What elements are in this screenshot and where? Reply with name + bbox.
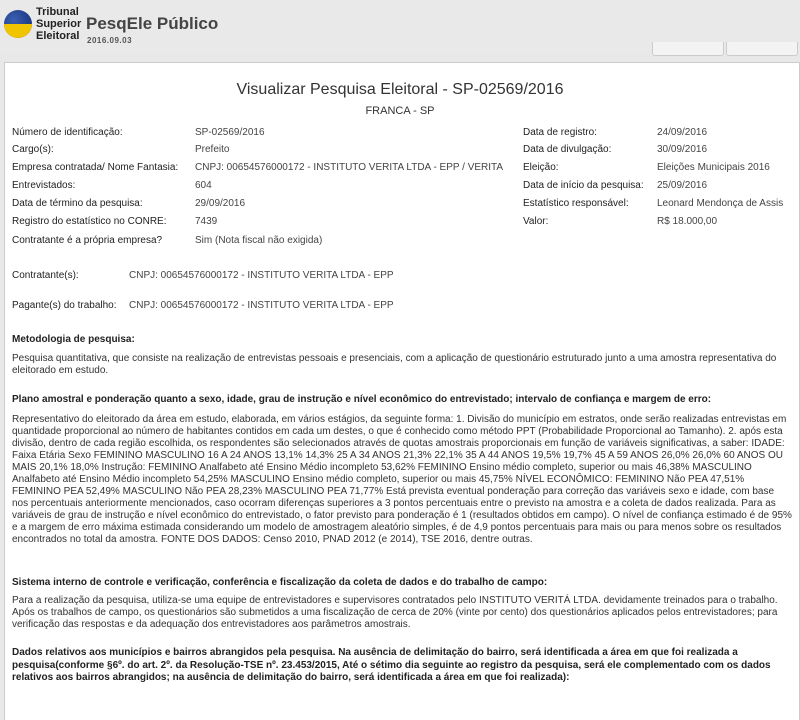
field-value-inicio: 25/09/2016 bbox=[657, 180, 708, 191]
logo-line: Superior bbox=[36, 18, 82, 30]
sistema-controle-title: Sistema interno de controle e verificação, conferência e fiscalização da coleta de dados e do trabalho de campo: bbox=[12, 577, 548, 588]
field-label-estatistico: Estatístico responsável: bbox=[523, 198, 629, 209]
contratante-label: Contratante(s): bbox=[12, 270, 79, 281]
field-label-eleicao: Eleição: bbox=[523, 162, 559, 173]
logo-line: Eleitoral bbox=[36, 30, 80, 42]
app-version-date: 2016.09.03 bbox=[87, 36, 133, 45]
field-label-termino: Data de término da pesquisa: bbox=[12, 198, 143, 209]
page-title: Visualizar Pesquisa Eleitoral - SP-02569/2016 bbox=[236, 81, 564, 98]
contratante-value: CNPJ: 00654576000172 - INSTITUTO VERITA LTDA - EPP bbox=[129, 270, 394, 281]
field-value-valor: R$ 18.000,00 bbox=[657, 216, 718, 227]
pagante-value: CNPJ: 00654576000172 - INSTITUTO VERITA LTDA - EPP bbox=[129, 300, 394, 311]
field-value-termino: 29/09/2016 bbox=[195, 198, 246, 209]
field-label-entrevistados: Entrevistados: bbox=[12, 180, 76, 191]
logo-text bbox=[36, 6, 81, 42]
field-label-cargos: Cargo(s): bbox=[12, 144, 54, 155]
field-value-entrevistados: 604 bbox=[195, 180, 212, 191]
field-label-data-registro: Data de registro: bbox=[523, 127, 597, 138]
metodologia-title: Metodologia de pesquisa: bbox=[12, 334, 135, 345]
field-label-inicio: Data de início da pesquisa: bbox=[523, 180, 644, 191]
page-subtitle: FRANCA - SP bbox=[365, 105, 435, 117]
field-label-empresa: Empresa contratada/ Nome Fantasia: bbox=[12, 162, 179, 173]
tse-emblem-icon bbox=[4, 10, 32, 38]
field-label-identificacao: Número de identificação: bbox=[12, 127, 123, 138]
field-value-empresa: CNPJ: 00654576000172 - INSTITUTO VERITA LTDA - EPP / VERITA bbox=[195, 162, 504, 173]
plano-amostral-text: Representativo do eleitorado da área em estudo, elaborada, em vários estágios, da seguinte forma: 1. Divisão do município em estratos, onde serão realizadas entrevistas em quantidade proporcional ao número de habitantes contidos em cada um destes, o que é conhecido como método PPT (Probabilidade Proporcional ao Tamanho). 2. após esta divisão, dentro de cada região escolhida, os respondentes são selecionados através de quotas amostrais proporcionais em função de variáveis significativas, a saber: IDADE: Faixa Etária Sexo FEMININO MASCULINO 16 A 24 ANOS 13,1% 14,3% 25 A 34 ANOS 21,3% 22,1% 35 A 44 ANOS 19,5% 19,7% 45 A 59 ANOS 26,0% 26,0% 60 ANOS OU MAIS 20,1% 18,0% Instrução: FEMININO Analfabeto até Ensino Médio incompleto 53,62% FEMININO Ensino médio completo, superior ou mais 46,38% MASCULINO Analfabeto até Ensino Médio incompleto 54,25% MASCULINO Ensino médio completo, superior ou mais 45,75% NÍVEL ECONÔMICO: FEMININO Não PEA 47,51% FEMININO PEA 52,49% MASCULINO Não PEA 28,23% MASCULINO PEA 71,77% Está prevista eventual ponderação para correção das variáveis sexo e idade, com base nos percentuais anteriormente mencionados, caso ocorram diferenças superiores a 3 pontos percentuais entre o previsto na amostra e a coleta de dados realizada. Para as variáveis de grau de instrução e nível econômico do entrevistado, o fator previsto para ponderação é 1 (resultados obtidos em campo). O nível de confiança estimado é de 95% e a margem de erro máxima estimada considerando um modelo de amostragem aleatório simples, é de 4,9 pontos percentuais para mais ou para menos sobre os resultados encontrados no total da amostra. FONTE DOS DADOS: Censo 2010, PNAD 2012 (e 2014), TSE 2016, dentre outras. bbox=[12, 414, 792, 545]
field-label-valor: Valor: bbox=[523, 216, 549, 227]
pagante-label: Pagante(s) do trabalho: bbox=[12, 300, 117, 311]
field-value-identificacao: SP-02569/2016 bbox=[195, 127, 265, 138]
plano-amostral-title: Plano amostral e ponderação quanto a sexo, idade, grau de instrução e nível econômico do entrevistado; intervalo de confiança e margem de erro: bbox=[12, 394, 712, 405]
header-button[interactable] bbox=[652, 42, 724, 56]
field-value-data-divulgacao: 30/09/2016 bbox=[657, 144, 708, 155]
field-value-data-registro: 24/09/2016 bbox=[657, 127, 708, 138]
app-header bbox=[0, 0, 800, 54]
sistema-controle-text: Para a realização da pesquisa, utiliza-se uma equipe de entrevistadores e supervisores contratados pelo INSTITUTO VERITÁ LTDA. devidamente treinados para o trabalho. Após os trabalhos de campo, os questionários são submetidos a uma fiscalização de cerca de 20% (vinte por cento) dos questionários aplicados pelos entrevistadores; para verificação das respostas e da adequação dos entrevistadores aos parâmetros amostrais. bbox=[12, 595, 778, 630]
field-label-conre: Registro do estatístico no CONRE: bbox=[12, 216, 167, 227]
survey-detail-panel bbox=[4, 62, 800, 720]
field-label-data-divulgacao: Data de divulgação: bbox=[523, 144, 612, 155]
tse-logo bbox=[4, 6, 84, 46]
field-value-estatistico: Leonard Mendonça de Assis bbox=[657, 198, 784, 209]
field-value-propria-empresa: Sim (Nota fiscal não exigida) bbox=[195, 235, 323, 246]
field-value-cargos: Prefeito bbox=[195, 144, 230, 155]
bairros-text: Dados relativos aos municípios e bairros abrangidos pela pesquisa. Na ausência de delimitação do bairro, será identificada a área em que foi realizada a pesquisa(conforme §6º. do art. 2º. da Resolução-TSE nº. 23.453/2015, Até o sétimo dia seguinte ao registro da pesquisa, será ele complementado com os dados relativos aos bairros abrangidos; na ausência de delimitação do bairro, será identificada a área em que foi realizada): bbox=[12, 647, 771, 683]
metodologia-text: Pesquisa quantitativa, que consiste na realização de entrevistas pessoais e presenciais, com a aplicação de questionário estruturado junto a uma amostra representativa do eleitorado em estudo. bbox=[12, 353, 777, 376]
field-value-eleicao: Eleições Municipais 2016 bbox=[657, 162, 770, 173]
app-title: PesqEle Público bbox=[86, 14, 219, 33]
logo-line: Tribunal bbox=[36, 6, 79, 18]
field-label-propria-empresa: Contratante é a própria empresa? bbox=[12, 235, 163, 246]
header-button[interactable] bbox=[726, 42, 798, 56]
field-value-conre: 7439 bbox=[195, 216, 218, 227]
